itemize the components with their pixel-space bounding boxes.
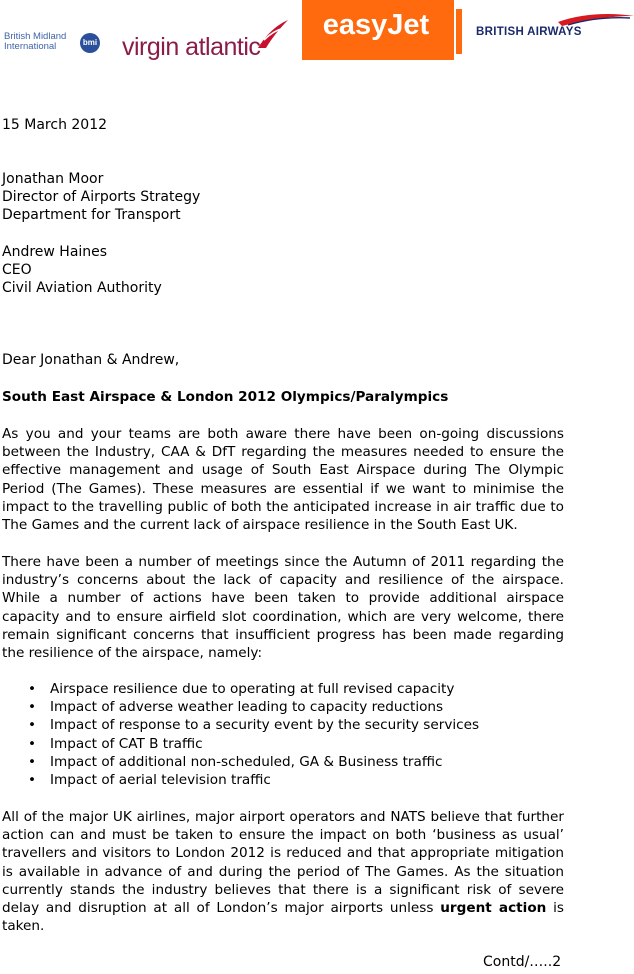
recipient-2-name: Andrew Haines (2, 244, 108, 260)
easyjet-logo-edge (456, 9, 462, 54)
british-airways-logo (474, 12, 634, 52)
list-item: • Impact of additional non-scheduled, GA & Business traffic (2, 753, 562, 771)
list-item: • Airspace resilience due to operating at full revised capacity (2, 680, 562, 698)
virgin-signature-icon (254, 18, 290, 54)
letter-date: 15 March 2012 (2, 117, 108, 133)
paragraph-1: As you and your teams are both aware there have been on-going discussions between the Industry, CAA & DfT regarding the measures needed to ensure the effective management and usage of South East Airspace during The Olympic Period (The Games). These measures are essential if we want to minimise the impact to the travelling public of both the anticipated increase in air traffic due to The Games and the current lack of airspace resilience in the South East UK. (2, 426, 564, 534)
paragraph-3 (2, 808, 564, 935)
subject-line: South East Airspace & London 2012 Olympics/Paralympics (2, 389, 449, 405)
bmi-logo (4, 27, 100, 59)
british-airways-wordmark: BRITISH AIRWAYS (476, 26, 582, 38)
recipient-2-title: CEO (2, 262, 32, 278)
continued-marker: Contd/…..2 (483, 954, 562, 970)
virgin-atlantic-logo (122, 18, 292, 62)
recipient-2-org: Civil Aviation Authority (2, 280, 162, 296)
recipient-1-org: Department for Transport (2, 207, 181, 223)
bmi-wordmark (4, 32, 66, 52)
virgin-atlantic-wordmark: virgin atlantic (122, 33, 261, 61)
paragraph-3-text-a: All of the major UK airlines, major airport operators and NATS believe that further action can and must be taken to ensure the impact on both ‘business as usual’ travellers and visitors to London 2012 is reduced and that appropriate mitigation is available in advance of and during the period of The Games. As the situation currently stands the industry believes that there is a significant risk of severe delay and disruption at all of London’s major airports unless (2, 809, 564, 917)
urgent-action-emphasis: urgent action (440, 900, 547, 917)
paragraph-2: There have been a number of meetings since the Autumn of 2011 regarding the industry’s concerns about the lack of capacity and resilience of the airspace. While a number of actions have been taken to provide additional airspace capacity and to ensure airfield slot coordination, which are very welcome, there remain significant concerns that insufficient progress has been made regarding the resilience of the airspace, namely: (2, 554, 564, 662)
list-item: • Impact of adverse weather leading to capacity reductions (2, 698, 562, 716)
recipient-1-name: Jonathan Moor (2, 171, 104, 187)
list-item: • Impact of CAT B traffic (2, 735, 562, 753)
bmi-line-1: British Midland (4, 31, 67, 42)
bmi-badge: bmi (80, 33, 100, 53)
concerns-list (2, 680, 562, 789)
easyjet-logo (302, 0, 454, 60)
easyjet-wordmark: easyJet (322, 9, 430, 41)
list-item: • Impact of response to a security event by the security services (2, 716, 562, 734)
salutation: Dear Jonathan & Andrew, (2, 352, 180, 368)
list-item: • Impact of aerial television traffic (2, 771, 562, 789)
paragraph-3-text-b: is taken. (2, 900, 564, 935)
recipient-1-title: Director of Airports Strategy (2, 189, 201, 205)
airline-logos-header (0, 0, 634, 62)
ba-speedmarque-icon (558, 12, 634, 28)
bmi-line-2: International (4, 41, 57, 52)
